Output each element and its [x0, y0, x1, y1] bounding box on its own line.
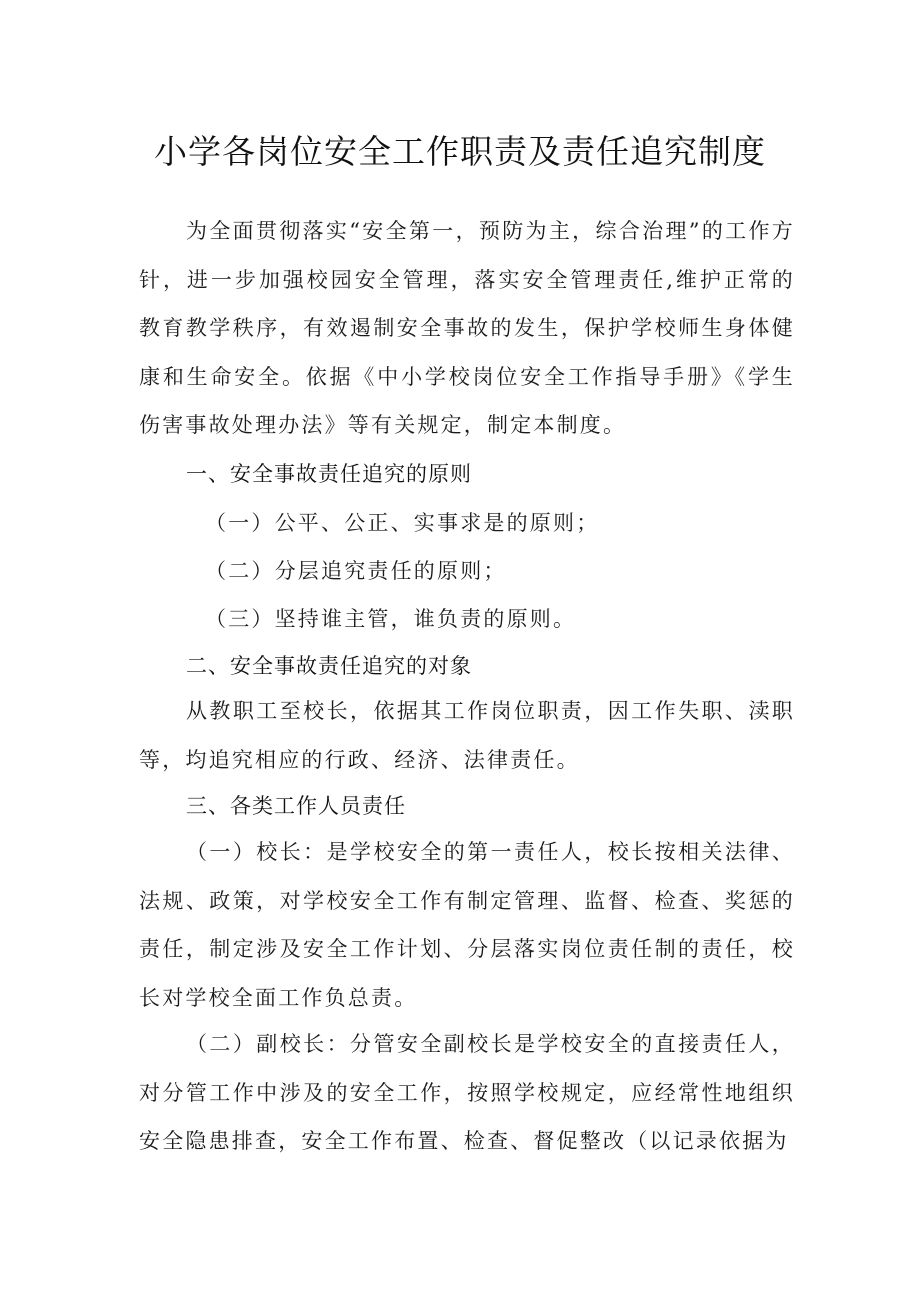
- intro-paragraph: 为全面贯彻落实“安全第一，预防为主，综合治理”的工作方针，进一步加强校园安全管理，落实安全管理责任,维护正常的教育教学秩序，有效遏制安全事故的发生，保护学校师生身体健康和生命安全。依据《中小学校岗位安全工作指导手册》《学生伤害事故处理办法》等有关规定，制定本制度。: [139, 219, 795, 437]
- section-heading-targets: 二、安全事故责任追究的对象: [186, 654, 472, 678]
- vice-principal-paragraph: （二）副校长：分管安全副校长是学校安全的直接责任人，对分管工作中涉及的安全工作，按照学校规定，应经常性地组织安全隐患排查，安全工作布置、检查、督促整改（以记录依据为: [139, 1032, 795, 1153]
- principal-paragraph: （一）校长：是学校安全的第一责任人，校长按相关法律、法规、政策，对学校安全工作有制定管理、监督、检查、奖惩的责任，制定涉及安全工作计划、分层落实岗位责任制的责任，校长对学校全面工作负总责。: [139, 840, 795, 1010]
- principle-item: （一）公平、公正、实事求是的原则；: [205, 511, 600, 535]
- document-title: 小学各岗位安全工作职责及责任追究制度: [154, 132, 766, 171]
- targets-paragraph: 从教职工至校长，依据其工作岗位职责，因工作失职、渎职等，均追究相应的行政、经济、法律责任。: [139, 699, 795, 772]
- principle-item: （二）分层追究责任的原则；: [205, 559, 507, 583]
- section-heading-principles: 一、安全事故责任追究的原则: [186, 462, 472, 486]
- section-heading-responsibilities: 三、各类工作人员责任: [186, 794, 406, 818]
- principle-item: （三）坚持谁主管，谁负责的原则。: [205, 607, 577, 631]
